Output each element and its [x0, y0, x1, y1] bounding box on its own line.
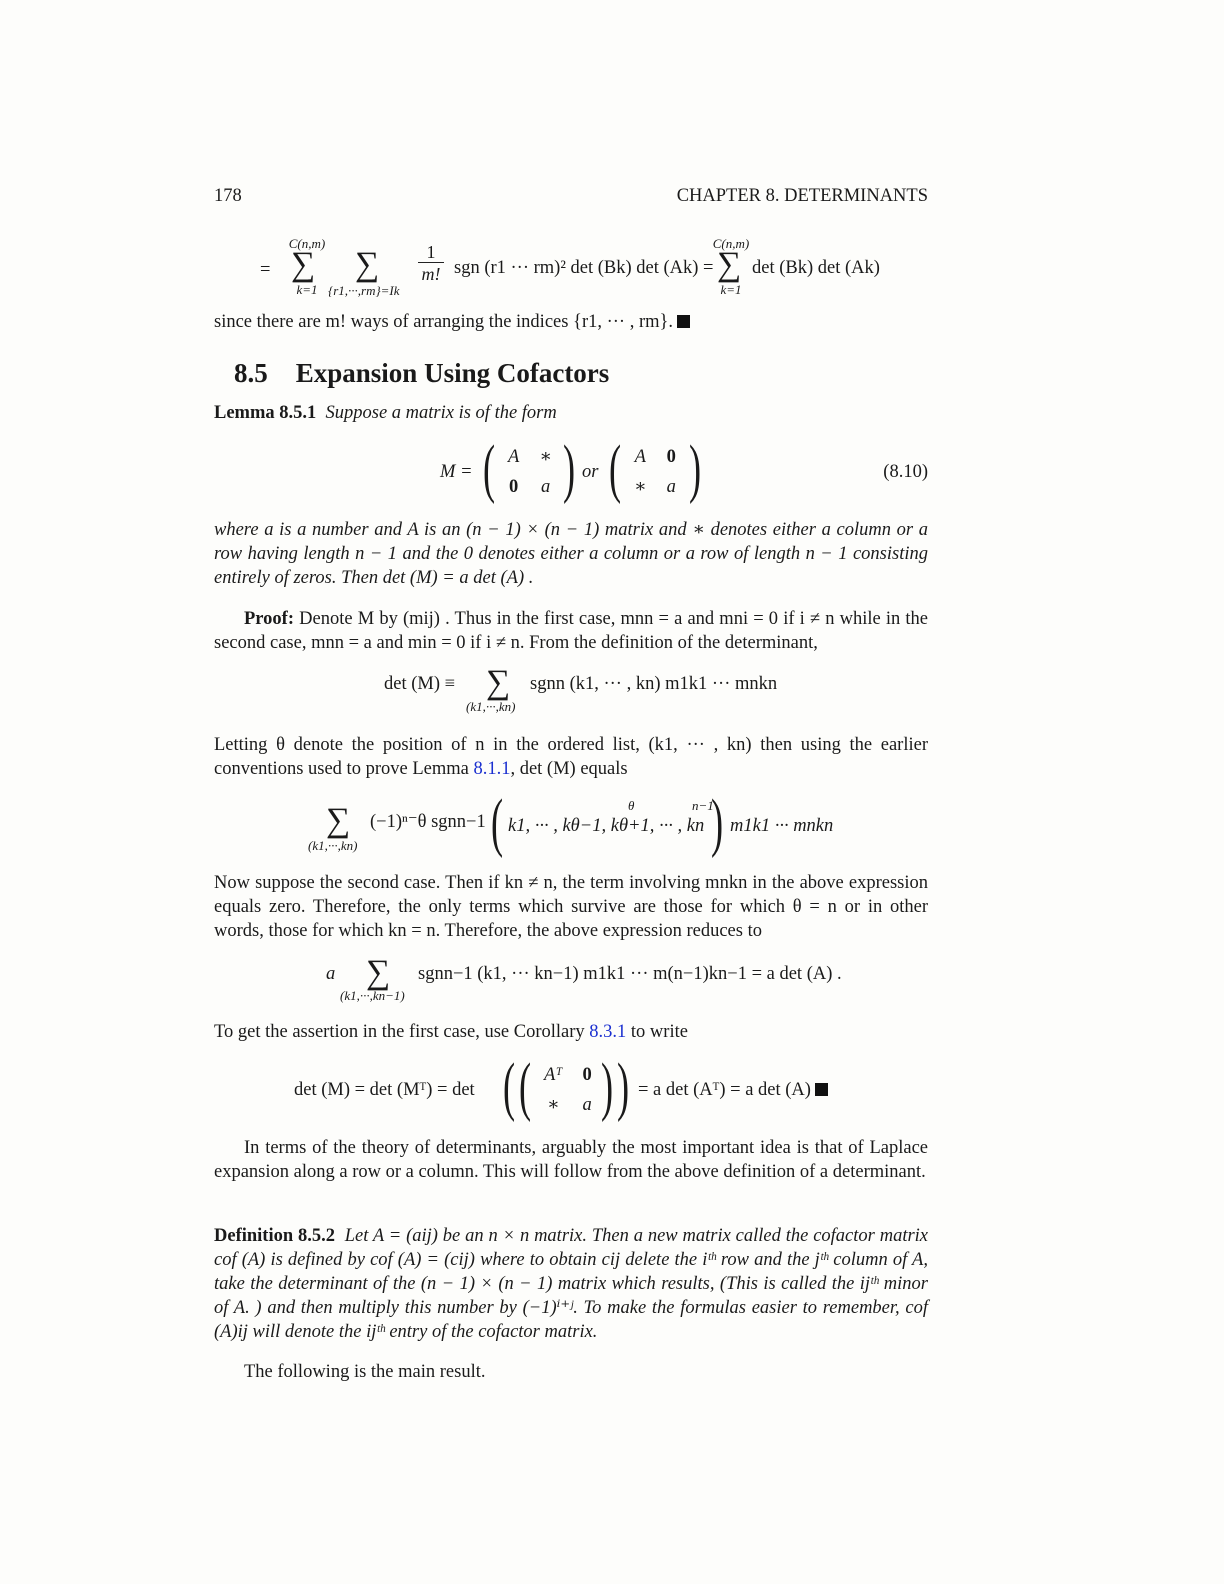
now-paragraph: Now suppose the second case. Then if kn ≠ n, the term involving mnkn in the above expression equals zero. Therefore, the only terms which survive are those for which θ = n or in other words, those for which kn = n. Therefore, the above expression reduces to	[214, 873, 928, 941]
lemma-continuation: where a is a number and A is an (n − 1) × (n − 1) matrix and ∗ denotes either a column or a row having length n − 1 and the 0 denotes either a column or a row of length n − 1 consisting entirely of zeros. Then det (M) = a det (A) .	[214, 520, 928, 588]
matrix-2: A 0 ∗ a	[634, 447, 676, 497]
proof-equation-2: ∑ (k1,···,kn) (−1)ⁿ⁻θ sgnn−1 ( θ n−1 k1, ··· , kθ−1, kθ+1, ··· , kn ) m1k1 ··· mnkn	[308, 786, 834, 859]
proof-equation-4: det (M) = det (Mᵀ) = det ( ( Aᵀ 0 ∗ a ) ) = a det (Aᵀ) = a det (A)	[294, 1056, 894, 1126]
corollary-link[interactable]: 8.3.1	[589, 1022, 627, 1042]
proof-paragraph: Proof: Denote M by (mij) . Thus in the first case, mnn = a and mni = 0 if i ≠ n while in the second case, mnn = a and min = 0 if i ≠ n. From the definition of the determinant,	[214, 609, 928, 653]
proof-equation-3: a ∑ (k1,···,kn−1) sgnn−1 (k1, ··· kn−1) m1k1 ··· m(n−1)kn−1 = a det (A) .	[326, 954, 842, 1003]
running-header: CHAPTER 8. DETERMINANTS	[676, 186, 928, 206]
lemma-statement: Lemma 8.5.1 Suppose a matrix is of the form	[214, 403, 557, 423]
since-line: since there are m! ways of arranging the indices {r1, ··· , rm}.	[214, 310, 690, 334]
terms-paragraph: In terms of the theory of determinants, arguably the most important idea is that of Laplace expansion along a row or a column. This will follow from the above definition of a determinant.	[214, 1138, 928, 1182]
letting-paragraph: Letting θ denote the position of n in the ordered list, (k1, ··· , kn) then using the earlier conventions used to prove Lemma 8.1.1, det (M) equals	[214, 735, 928, 779]
closing-line: The following is the main result.	[244, 1362, 486, 1382]
section-heading: 8.5 Expansion Using Cofactors	[234, 358, 610, 388]
lemma-link[interactable]: 8.1.1	[473, 759, 511, 779]
lemma-equation: M = ( A ∗ 0 a ) or ( A 0 ∗ a ) (8.10)	[440, 432, 928, 505]
proof-equation-1: det (M) ≡ ∑ (k1,···,kn) sgnn (k1, ··· , kn) m1k1 ··· mnkn	[384, 664, 778, 714]
page-number: 178	[214, 186, 242, 206]
definition-paragraph: Definition 8.5.2 Let A = (aij) be an n × n matrix. Then a new matrix called the cofactor matrix cof (A) is defined by cof (A) = (cij) where to obtain cij delete the iᵗʰ row and the jᵗʰ column of A, take the determinant of the (n − 1) × (n − 1) matrix which results, (This is called the ijᵗʰ minor of A. ) and then multiply this number by (−1)ⁱ⁺ʲ. To make the formulas easier to remember, cof (A)ij will denote the ijᵗʰ entry of the cofactor matrix.	[214, 1226, 929, 1342]
equation-number: (8.10)	[883, 462, 928, 482]
matrix-transpose: Aᵀ 0 ∗ a	[544, 1065, 592, 1115]
top-equation: = C(n,m) ∑ k=1 ∑ {r1,···,rm}=Ik 1 m! sgn (r1 ··· rm)² det (Bk) det (Ak) = C(n,m) ∑ k=1 det (Bk) det (Ak)	[260, 236, 880, 298]
qed-square	[677, 315, 690, 328]
qed-square-proof	[815, 1083, 828, 1096]
toget-line: To get the assertion in the first case, use Corollary 8.3.1 to write	[214, 1022, 688, 1042]
matrix-1: A ∗ 0 a	[508, 447, 552, 497]
